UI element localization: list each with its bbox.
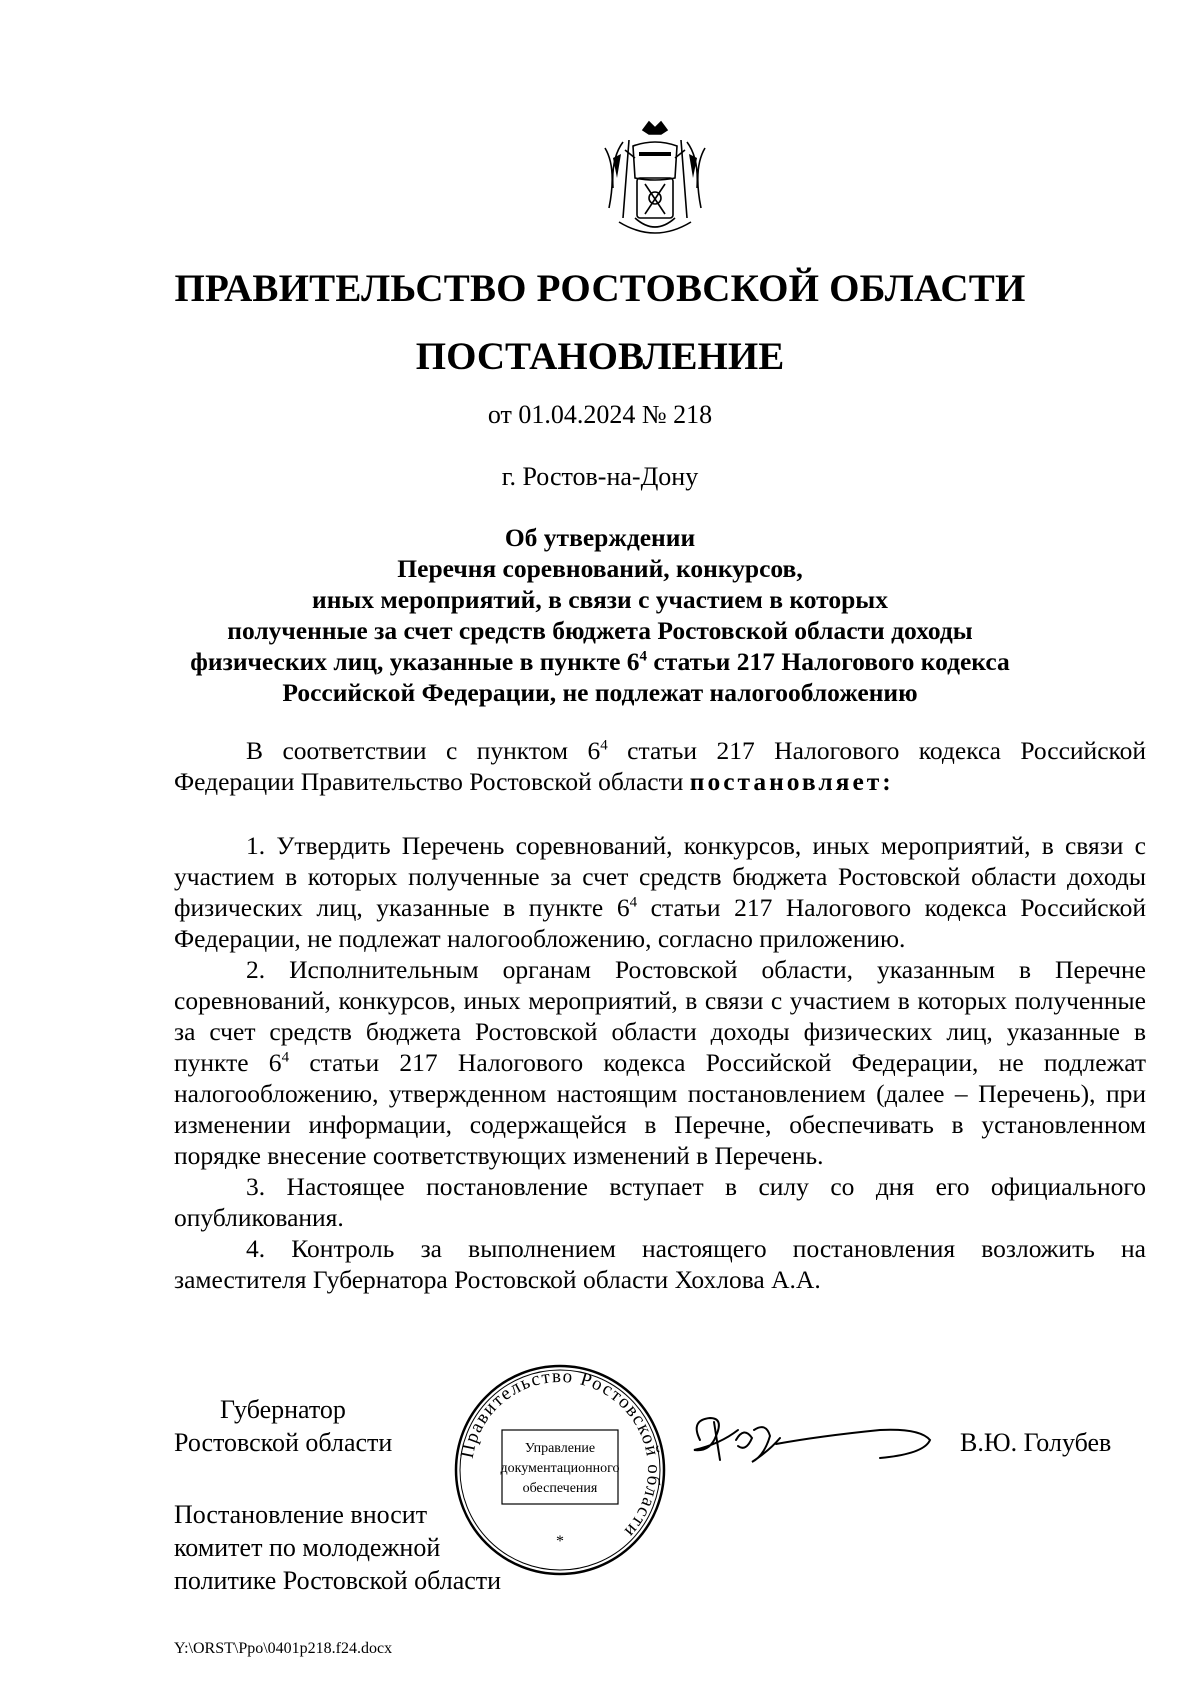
signatory-position: Губернатор Ростовской области — [174, 1395, 393, 1457]
subject-line: Перечня соревнований, конкурсов, — [397, 554, 803, 583]
resolution-item: 1. Утвердить Перечень соревнований, конкурсов, иных мероприятий, в связи с участием в которых полученные за счет средств бюджета Ростовской области доходы физических лиц, указанные в пункте $6^4$ статьи 217 Налогового кодекса Российской Федерации, не подлежат налогообложению, согласно приложению. — [174, 831, 1146, 953]
subject-line: Российской Федерации, не подлежат налогообложению — [282, 678, 918, 707]
svg-text:*: * — [556, 1533, 564, 1550]
svg-text:документационного: документационного — [500, 1461, 620, 1476]
resolution-item: 4. Контроль за выполнением настоящего постановления возложить на заместителя Губернатора Ростовской области Хохлова А.А. — [174, 1234, 1146, 1294]
handwritten-signature — [680, 1400, 940, 1480]
submitting-body: Постановление вносит комитет по молодежной политике Ростовской области — [174, 1500, 502, 1595]
resolution-item: 3. Настоящее постановление вступает в силу со дня его официального опубликования. — [174, 1172, 1146, 1232]
document-date-number: от 01.04.2024 № 218 — [487, 400, 713, 429]
resolution-verb: постановляет: — [689, 767, 894, 796]
subject-line: физических лиц, указанные в пункте $6^4$ статьи 217 Налогового кодекса — [190, 647, 1010, 676]
organization-title: ПРАВИТЕЛЬСТВО РОСТОВСКОЙ ОБЛАСТИ — [174, 267, 1026, 310]
signatory-name: В.Ю. Голубев — [960, 1428, 1112, 1457]
file-path-footer: Y:\ORST\Ppo\0401p218.f24.docx — [174, 1640, 393, 1657]
subject-line: Об утверждении — [504, 523, 696, 552]
document-type-title: ПОСТАНОВЛЕНИЕ — [415, 335, 785, 378]
rostov-oblast-coat-of-arms-icon — [595, 118, 715, 246]
document-city: г. Ростов-на-Дону — [501, 462, 699, 491]
svg-text:обеспечения: обеспечения — [522, 1481, 598, 1496]
preamble — [174, 735, 1146, 797]
svg-text:Управление: Управление — [524, 1441, 596, 1456]
resolution-items — [174, 830, 1146, 1295]
resolution-item: 2. Исполнительным органам Ростовской области, указанным в Перечне соревнований, конкурсов, иных мероприятий, в связи с участием в которых полученные за счет средств бюджета Ростовской области доходы физических лиц, указанные в пункте $6^4$ статьи 217 Налогового кодекса Российской Федерации, не подлежат налогообложению, утвержденном настоящим постановлением (далее – Перечень), при изменении информации, содержащейся в Перечне, обеспечивать в установленном порядке внесение соответствующих изменений в Перечень. — [174, 955, 1146, 1170]
svg-text:Правительство Ростовской облас: Правительство Ростовской области — [456, 1365, 665, 1543]
document-subject — [150, 522, 1050, 708]
subject-line: полученные за счет средств бюджета Ростовской области доходы — [227, 616, 973, 645]
subject-line: иных мероприятий, в связи с участием в которых — [312, 585, 888, 614]
preamble-paragraph: В соответствии с пунктом $6^4$ статьи 217 Налогового кодекса Российской Федерации Правительство Ростовской области постановляет: — [174, 736, 1147, 796]
